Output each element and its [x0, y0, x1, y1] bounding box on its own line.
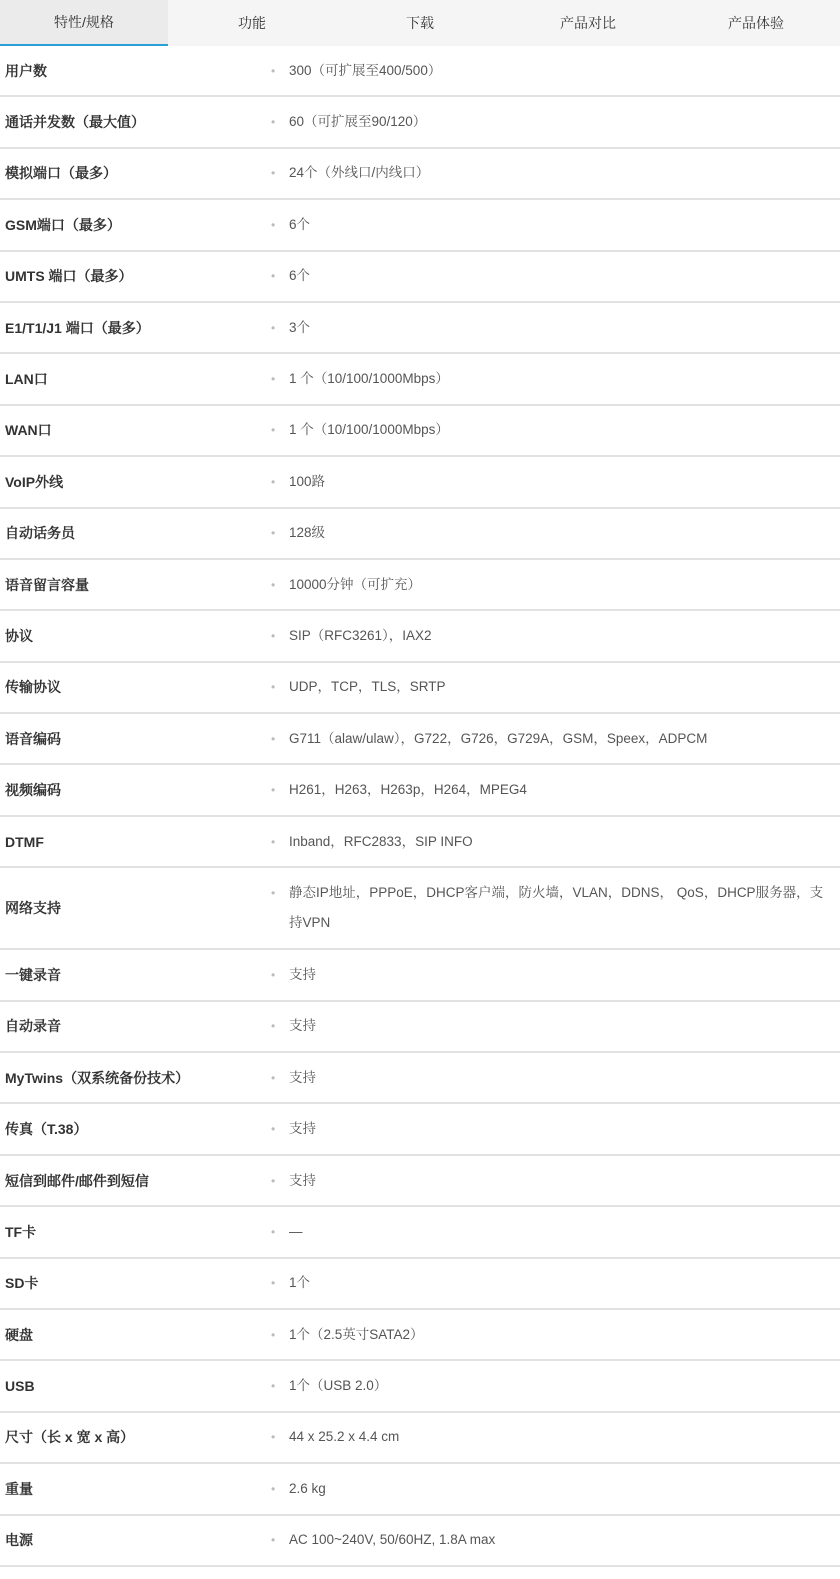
- spec-value: 6个: [289, 216, 311, 232]
- bullet-icon: •: [271, 372, 276, 387]
- spec-value-container: [270, 1530, 840, 1550]
- spec-row: [0, 560, 840, 611]
- spec-label: MyTwins（双系统备份技术）: [5, 1069, 190, 1086]
- bullet-icon: •: [271, 1533, 276, 1548]
- spec-value-container: [270, 369, 840, 389]
- bullet-icon: •: [271, 731, 276, 746]
- spec-value-container: [270, 677, 840, 697]
- bullet-icon: •: [271, 886, 276, 901]
- spec-value-container: [270, 1068, 840, 1088]
- spec-label: 语音留言容量: [5, 576, 89, 593]
- bullet-icon: •: [271, 217, 276, 232]
- spec-row: [0, 252, 840, 303]
- spec-value: 2.6 kg: [289, 1480, 326, 1496]
- bullet-icon: •: [271, 1276, 276, 1291]
- spec-label: 一键录音: [5, 966, 61, 983]
- spec-value-container: [270, 472, 840, 492]
- spec-label: 视频编码: [5, 782, 61, 799]
- spec-value: AC 100~240V, 50/60HZ, 1.8A max: [289, 1532, 496, 1548]
- bullet-icon: •: [271, 1224, 276, 1239]
- spec-label: 传真（T.38）: [5, 1121, 88, 1138]
- bullet-icon: •: [271, 1070, 276, 1085]
- spec-value-container: [270, 1119, 840, 1139]
- spec-value: 24个（外线口/内线口）: [289, 165, 430, 181]
- spec-label: SD卡: [5, 1275, 39, 1292]
- spec-row: [0, 149, 840, 200]
- spec-value-container: [270, 1427, 840, 1447]
- spec-row: [0, 1104, 840, 1155]
- bullet-icon: •: [271, 1173, 276, 1188]
- spec-value-container: [270, 883, 840, 933]
- spec-value-container: [270, 112, 840, 132]
- bullet-icon: •: [271, 526, 276, 541]
- spec-label: DTMF: [5, 833, 44, 850]
- bullet-icon: •: [271, 1019, 276, 1034]
- spec-value: H261，H263，H263p，H264，MPEG4: [289, 782, 527, 798]
- spec-label: 短信到邮件/邮件到短信: [5, 1172, 149, 1189]
- spec-label: 协议: [5, 627, 33, 644]
- spec-value: 10000分钟（可扩充）: [289, 576, 422, 592]
- spec-row: [0, 1464, 840, 1515]
- spec-value-container: [270, 318, 840, 338]
- spec-row: [0, 1053, 840, 1104]
- spec-value: 支持: [289, 1172, 316, 1188]
- spec-value-container: [270, 1016, 840, 1036]
- spec-value: 60（可扩展至90/120）: [289, 114, 427, 130]
- spec-value: Inband，RFC2833，SIP INFO: [289, 833, 473, 849]
- spec-value-container: [270, 266, 840, 286]
- tab-downloads[interactable]: 下载: [406, 15, 434, 31]
- spec-value-container: [270, 626, 840, 646]
- spec-value-container: [270, 575, 840, 595]
- spec-label: 尺寸（长 x 宽 x 高）: [5, 1429, 135, 1446]
- spec-value: 支持: [289, 1069, 316, 1085]
- spec-label: 通话并发数（最大值）: [5, 114, 145, 131]
- tab-bar: [0, 0, 840, 46]
- spec-row: [0, 1156, 840, 1207]
- spec-row: [0, 663, 840, 714]
- spec-value-container: [270, 1222, 840, 1242]
- bullet-icon: •: [271, 115, 276, 130]
- spec-value-container: [270, 163, 840, 183]
- tab-product-experience[interactable]: 产品体验: [728, 15, 784, 31]
- spec-row: [0, 200, 840, 251]
- spec-label: 语音编码: [5, 730, 61, 747]
- tab-specifications[interactable]: 特性/规格: [0, 0, 168, 46]
- spec-label: 硬盘: [5, 1326, 33, 1343]
- spec-label: E1/T1/J1 端口（最多）: [5, 319, 150, 336]
- bullet-icon: •: [271, 269, 276, 284]
- spec-row: [0, 611, 840, 662]
- bullet-icon: •: [271, 1122, 276, 1137]
- spec-value-container: [270, 420, 840, 440]
- spec-value-container: [270, 61, 840, 81]
- spec-value: 支持: [289, 966, 316, 982]
- spec-value: G711（alaw/ulaw），G722，G726，G729A，GSM，Speex，ADPCM: [289, 730, 708, 746]
- spec-row: [0, 354, 840, 405]
- spec-row: [0, 1516, 840, 1567]
- spec-label: VoIP外线: [5, 473, 64, 490]
- bullet-icon: •: [271, 628, 276, 643]
- spec-value: 3个: [289, 319, 311, 335]
- spec-value: 300（可扩展至400/500）: [289, 62, 442, 78]
- spec-label: UMTS 端口（最多）: [5, 268, 133, 285]
- spec-label: 网络支持: [5, 900, 61, 917]
- spec-value-container: [270, 832, 840, 852]
- bullet-icon: •: [271, 680, 276, 695]
- spec-value: SIP（RFC3261），IAX2: [289, 627, 432, 643]
- spec-row: [0, 817, 840, 868]
- spec-row: [0, 457, 840, 508]
- spec-row: [0, 714, 840, 765]
- spec-value: 100路: [289, 473, 326, 489]
- spec-label: 传输协议: [5, 679, 61, 696]
- spec-value-container: [270, 1171, 840, 1191]
- spec-value: UDP，TCP，TLS，SRTP: [289, 679, 446, 695]
- spec-value-container: [270, 965, 840, 985]
- tab-features[interactable]: 功能: [238, 15, 266, 31]
- spec-value: 1个（2.5英寸SATA2）: [289, 1326, 424, 1342]
- spec-value-container: [270, 1376, 840, 1396]
- spec-value-container: [270, 780, 840, 800]
- spec-row: [0, 1207, 840, 1258]
- spec-label: 重量: [5, 1480, 33, 1497]
- spec-value: 1个: [289, 1275, 311, 1291]
- spec-row: [0, 46, 840, 97]
- spec-table: [0, 46, 840, 1567]
- spec-row: [0, 1002, 840, 1053]
- spec-row: [0, 509, 840, 560]
- spec-label: GSM端口（最多）: [5, 216, 121, 233]
- spec-label: 用户数: [5, 62, 47, 79]
- spec-value-container: [270, 1273, 840, 1293]
- bullet-icon: •: [271, 320, 276, 335]
- bullet-icon: •: [271, 1327, 276, 1342]
- bullet-icon: •: [271, 1430, 276, 1445]
- spec-value-container: [270, 729, 840, 749]
- spec-value: 1个（USB 2.0）: [289, 1378, 388, 1394]
- bullet-icon: •: [271, 577, 276, 592]
- bullet-icon: •: [271, 474, 276, 489]
- bullet-icon: •: [271, 834, 276, 849]
- tab-product-comparison[interactable]: 产品对比: [560, 15, 616, 31]
- spec-label: 自动话务员: [5, 525, 75, 542]
- spec-value: 静态IP地址，PPPoE，DHCP客户端，防火墙，VLAN，DDNS， QoS，DHCP服务器，支持VPN: [289, 885, 824, 931]
- spec-row: [0, 950, 840, 1001]
- spec-value: 1 个（10/100/1000Mbps）: [289, 371, 449, 387]
- spec-value: 6个: [289, 268, 311, 284]
- spec-row: [0, 97, 840, 148]
- bullet-icon: •: [271, 1379, 276, 1394]
- spec-value: 支持: [289, 1121, 316, 1137]
- spec-label: WAN口: [5, 422, 52, 439]
- spec-row: [0, 1259, 840, 1310]
- spec-row: [0, 406, 840, 457]
- spec-value-container: [270, 523, 840, 543]
- spec-label: TF卡: [5, 1223, 37, 1240]
- spec-label: 电源: [5, 1532, 33, 1549]
- spec-value: —: [289, 1223, 303, 1239]
- bullet-icon: •: [271, 967, 276, 982]
- bullet-icon: •: [271, 63, 276, 78]
- spec-row: [0, 303, 840, 354]
- bullet-icon: •: [271, 166, 276, 181]
- spec-label: 模拟端口（最多）: [5, 165, 117, 182]
- spec-value-container: [270, 1325, 840, 1345]
- spec-row: [0, 868, 840, 950]
- spec-label: LAN口: [5, 371, 48, 388]
- spec-value: 128级: [289, 525, 326, 541]
- spec-row: [0, 1361, 840, 1412]
- spec-row: [0, 1310, 840, 1361]
- spec-label: USB: [5, 1378, 35, 1395]
- spec-value-container: [270, 1479, 840, 1499]
- bullet-icon: •: [271, 1481, 276, 1496]
- spec-value: 1 个（10/100/1000Mbps）: [289, 422, 449, 438]
- spec-label: 自动录音: [5, 1018, 61, 1035]
- spec-value: 支持: [289, 1018, 316, 1034]
- bullet-icon: •: [271, 423, 276, 438]
- bullet-icon: •: [271, 783, 276, 798]
- spec-row: [0, 1413, 840, 1464]
- spec-value: 44 x 25.2 x 4.4 cm: [289, 1429, 400, 1445]
- spec-value-container: [270, 215, 840, 235]
- spec-row: [0, 765, 840, 816]
